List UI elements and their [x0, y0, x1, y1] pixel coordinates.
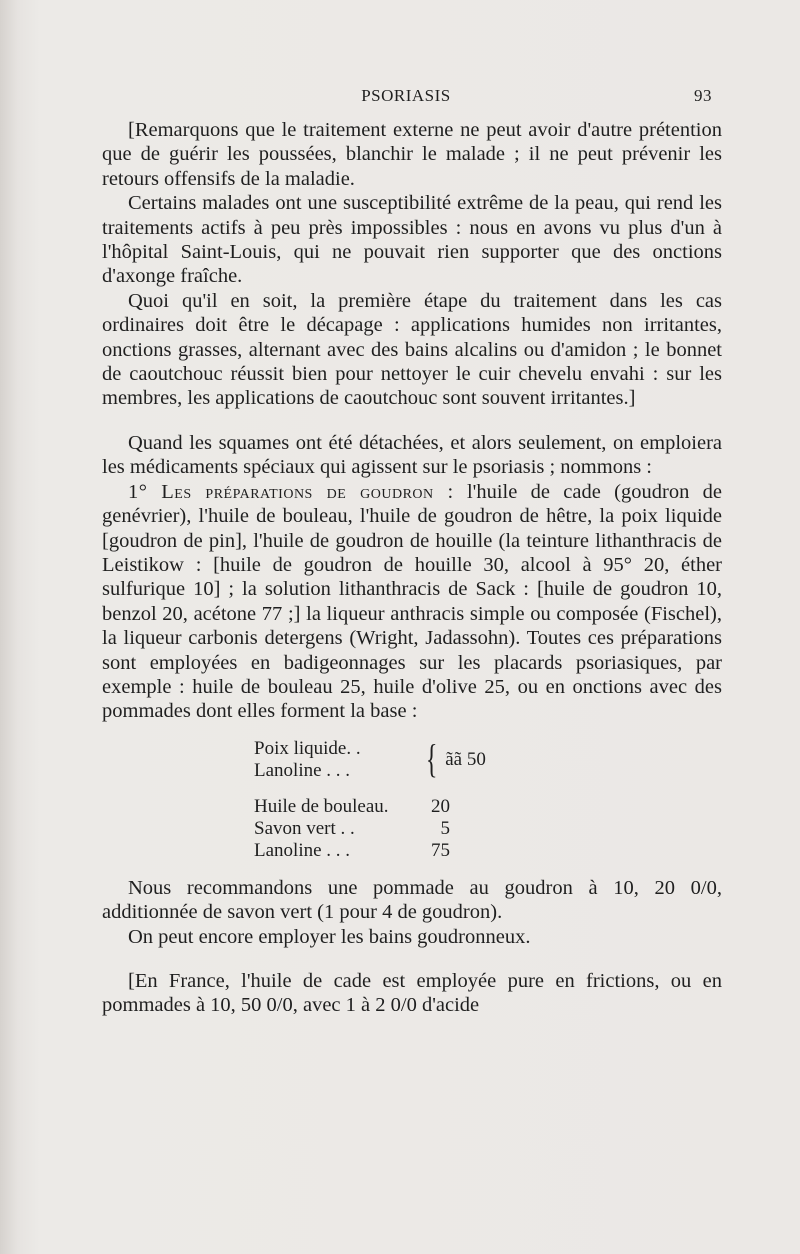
running-head: PSORIASIS: [361, 86, 451, 105]
formula-poix-lanoline: [254, 738, 722, 782]
formula-quantity: ãã 50: [445, 748, 486, 770]
section-lead: 1° Les préparations de goudron :: [128, 480, 454, 503]
page-number: 93: [694, 86, 712, 105]
paragraph-goudron-text: l'huile de cade (goudron de genévrier), l'huile de bouleau, l'huile de goudron de hêtre, la poix liquide [goudron de pin], l'huile de goudron de houille (la teinture lithanthracis de Leistikow : [huile de goudron de houille 30, alcool à 95° 20, éther sulfurique 10] ; la solution lithanthracis de Sack : [huile de goudron 10, benzol 20, acétone 77 ;] la liqueur anthracis simple ou composée (Fischel), la liqueur carbonis detergens (Wright, Jadassohn). Toutes ces préparations sont employées en badigeonnages sur les placards psoriasiques, par exemple : huile de bouleau 25, huile d'olive 25, ou en onctions avec des pommades dont elles forment la base :: [102, 480, 722, 723]
paragraph-goudron: [102, 480, 722, 724]
formula-quantity: 75: [431, 839, 450, 861]
paragraph-certains-malades: Certains malades ont une susceptibilité extrême de la peau, qui rend les traitements actifs à peu près impossibles : nous en avons vu plus d'un à l'hôpital Saint-Louis, qui ne pouvait rien supporter que des onctions d'axonge fraîche.: [102, 192, 722, 288]
paragraph-bains: On peut encore employer les bains goudronneux.: [128, 925, 531, 948]
paragraph-quoi-quil: Quoi qu'il en soit, la première étape du traitement dans les cas ordinaires doit être le décapage : applications humides non irritantes, onctions grasses, alternant avec des bains alcalins ou d'amidon ; le bonnet de caoutchouc réussit bien pour nettoyer le cuir chevelu envahi : sur les membres, les applications de caoutchouc sont souvent irritantes.]: [102, 289, 722, 410]
formula-huile-bouleau: [254, 796, 722, 862]
paragraph-pommade: Nous recommandons une pommade au goudron à 10, 20 0/0, additionnée de savon vert (1 pour 4 de goudron).: [102, 876, 722, 924]
formula-item: Lanoline . . .: [254, 839, 351, 861]
formula-item: Lanoline . . .: [254, 759, 351, 781]
body-text: [102, 118, 722, 1018]
brace-symbol: {: [425, 736, 438, 782]
formula-quantity: 5: [440, 817, 450, 839]
paragraph-remarquons: [Remarquons que le traitement externe ne peut avoir d'autre prétention que de guérir les poussées, blanchir le malade ; il ne peut prévenir les retours offensifs de la maladie.: [102, 119, 722, 190]
paragraph-en-france: [En France, l'huile de cade est employée pure en frictions, ou en pommades à 10, 50 0/0, avec 1 à 2 0/0 d'acide: [102, 969, 722, 1017]
formula-item: Savon vert . .: [254, 817, 355, 839]
formula-item: Huile de bouleau.: [254, 795, 389, 817]
formula-item: Poix liquide. .: [254, 737, 361, 759]
formula-quantity: 20: [431, 795, 450, 817]
paragraph-quand-les-squames: Quand les squames ont été détachées, et alors seulement, on emploiera les médicaments spéciaux qui agissent sur le psoriasis ; nommons :: [102, 431, 722, 479]
page-header: [100, 86, 712, 112]
